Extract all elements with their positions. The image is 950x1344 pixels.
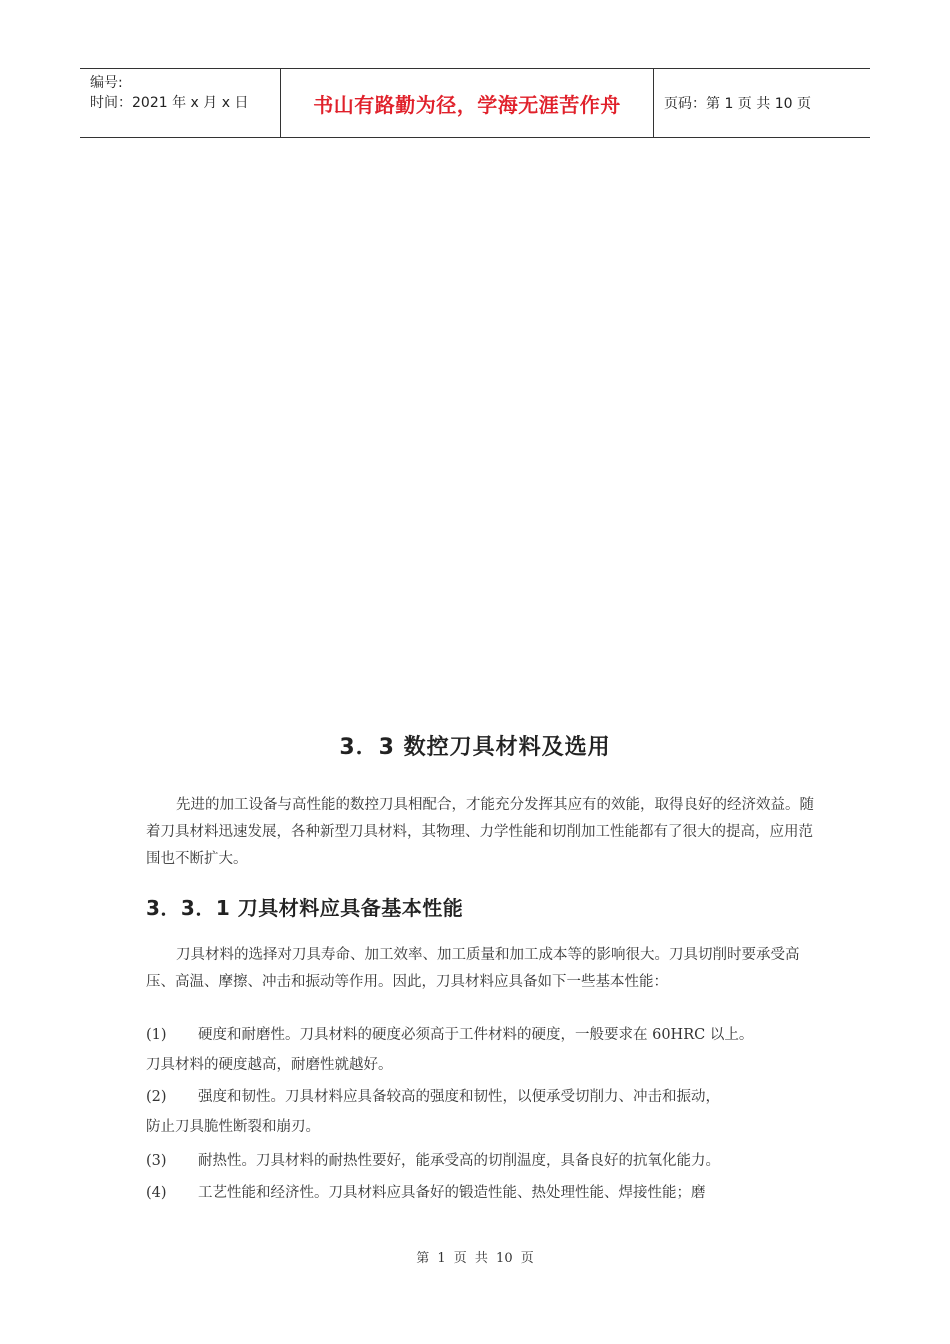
item-number: (2) bbox=[146, 1089, 167, 1105]
section-intro: 先进的加工设备与高性能的数控刀具相配合，才能充分发挥其应有的效能，取得良好的经济效益。随着刀具材料迅速发展，各种新型刀具材料，其物理、力学性能和切削加工性能都有了很大的提高，应用范围也不断扩大。 bbox=[146, 797, 814, 867]
item-text: 强度和韧性。刀具材料应具备较高的强度和韧性，以便承受切削力、冲击和振动， bbox=[198, 1089, 720, 1105]
header-motto-cell bbox=[281, 69, 654, 137]
list-item bbox=[146, 1146, 818, 1176]
subsection-intro: 刀具材料的选择对刀具寿命、加工效率、加工质量和加工成本等的影响很大。刀具切削时要承受高压、高温、摩擦、冲击和振动等作用。因此，刀具材料应具备如下一些基本性能： bbox=[146, 947, 800, 990]
item-text-cont: 防止刀具脆性断裂和崩刃。 bbox=[146, 1119, 320, 1135]
item-text: 耐热性。刀具材料的耐热性要好，能承受高的切削温度，具备良好的抗氧化能力。 bbox=[198, 1153, 720, 1169]
item-number: (4) bbox=[146, 1185, 167, 1201]
header-meta bbox=[80, 69, 281, 137]
motto-text: 书山有路勤为径，学海无涯苦作舟 bbox=[313, 92, 621, 117]
header-page-cell bbox=[654, 69, 870, 137]
list-item bbox=[146, 1020, 818, 1080]
item-text: 硬度和耐磨性。刀具材料的硬度必须高于工件材料的硬度，一般要求在 60HRC 以上。 bbox=[198, 1027, 754, 1043]
page-header bbox=[80, 68, 870, 138]
list-item bbox=[146, 1082, 818, 1142]
page-footer: 第 1 页 共 10 页 bbox=[416, 1251, 534, 1266]
item-text-cont: 刀具材料的硬度越高，耐磨性就越好。 bbox=[146, 1057, 393, 1073]
time-label: 时间：2021 年 x 月 x 日 bbox=[90, 95, 249, 111]
subsection-title: 3．3．1 刀具材料应具备基本性能 bbox=[146, 896, 464, 920]
item-number: (3) bbox=[146, 1153, 167, 1169]
number-label: 编号: bbox=[90, 75, 123, 91]
item-number: (1) bbox=[146, 1027, 167, 1043]
item-text: 工艺性能和经济性。刀具材料应具备好的锻造性能、热处理性能、焊接性能；磨 bbox=[198, 1185, 706, 1201]
list-item bbox=[146, 1178, 818, 1208]
page-info: 页码：第 1 页 共 10 页 bbox=[664, 96, 811, 112]
section-title: 3．3 数控刀具材料及选用 bbox=[339, 735, 611, 760]
